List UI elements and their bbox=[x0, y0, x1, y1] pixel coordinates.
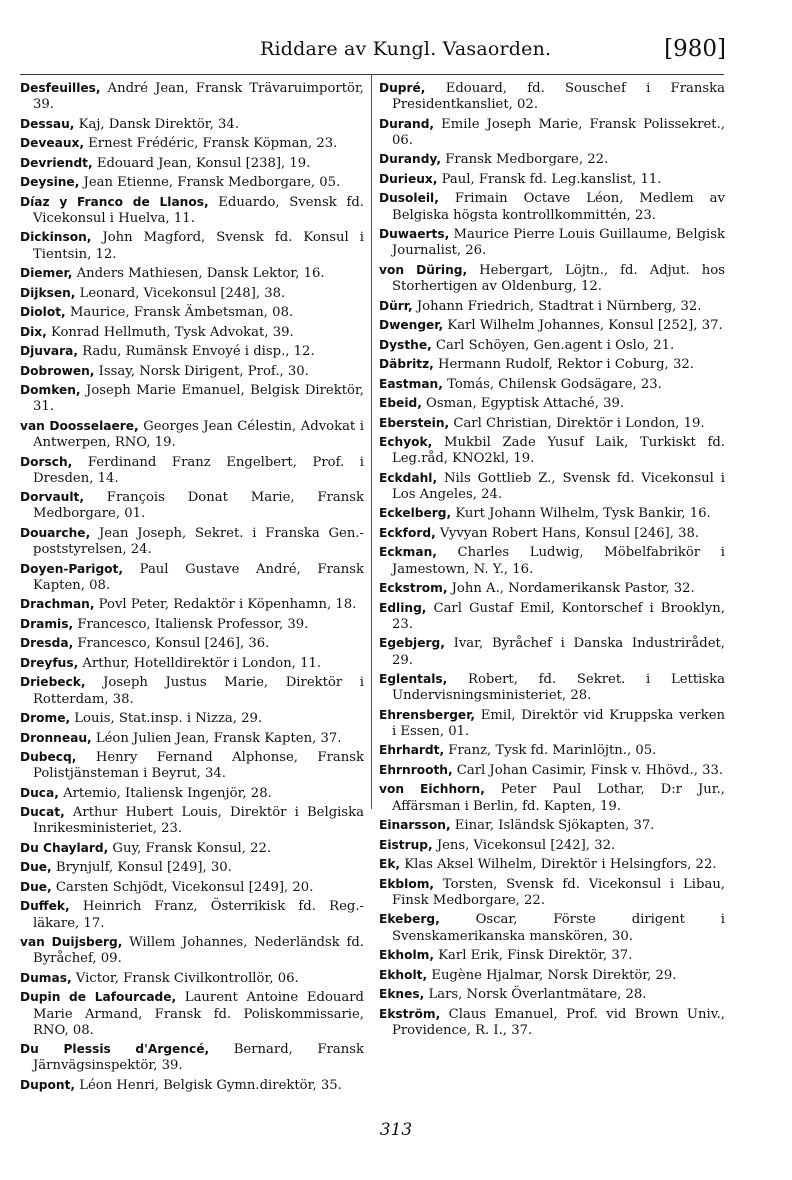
register-entry bbox=[20, 265, 364, 282]
register-entry bbox=[379, 781, 725, 814]
entry-details: Radu, Rumänsk Envoyé i disp., 12. bbox=[78, 344, 315, 360]
entry-surname: Dijksen, bbox=[20, 285, 76, 300]
entry-details: Bernard, Fransk Järnvägsinspektör, 39. bbox=[33, 1042, 365, 1074]
register-entry bbox=[20, 785, 364, 802]
entry-details: Kurt Johann Wilhelm, Tysk Bankir, 16. bbox=[451, 506, 711, 522]
entry-details: Carl Gustaf Emil, Kontorschef i Brooklyn, 23. bbox=[392, 600, 725, 632]
register-entry bbox=[20, 561, 364, 594]
entry-details: Karl Wilhelm Johannes, Konsul [252], 37. bbox=[443, 318, 723, 334]
register-entry bbox=[20, 285, 364, 302]
entry-details: Maurice Pierre Louis Guillaume, Belgisk Journalist, 26. bbox=[392, 227, 725, 259]
register-entry bbox=[20, 989, 364, 1039]
entry-surname: Dupin de Lafourcade, bbox=[20, 990, 177, 1005]
entry-surname: Dreyfus, bbox=[20, 655, 79, 670]
register-entry bbox=[20, 229, 364, 262]
entry-surname: van Doosselaere, bbox=[20, 418, 139, 433]
register-entry bbox=[20, 324, 364, 341]
entry-surname: Devriendt, bbox=[20, 155, 93, 170]
entry-surname: Ek, bbox=[379, 857, 401, 872]
entry-surname: Dix, bbox=[20, 324, 47, 339]
register-entry bbox=[379, 876, 725, 909]
entry-details: Leonard, Vicekonsul [248], 38. bbox=[75, 285, 286, 301]
entry-details: Carl Johan Casimir, Finsk v. Hhövd., 33. bbox=[452, 762, 724, 778]
register-entry bbox=[20, 135, 364, 152]
register-entry bbox=[379, 707, 725, 740]
entry-details: Ivar, Byråchef i Danska Industrirådet, 29. bbox=[392, 636, 725, 668]
entry-details: Tomás, Chilensk Godsägare, 23. bbox=[442, 376, 662, 392]
entry-details: Jean Etienne, Fransk Medborgare, 05. bbox=[79, 175, 341, 191]
entry-surname: Due, bbox=[20, 879, 52, 894]
register-entry bbox=[379, 742, 725, 759]
entry-surname: Dürr, bbox=[379, 298, 413, 313]
entry-details: Ferdinand Franz Engelbert, Prof. i Dresden, 14. bbox=[33, 454, 364, 486]
entry-details: Victor, Fransk Civilkontrollör, 06. bbox=[71, 970, 299, 986]
entry-surname: Durieux, bbox=[379, 171, 438, 186]
entry-details: Guy, Fransk Konsul, 22. bbox=[108, 840, 272, 856]
register-entry bbox=[20, 116, 364, 133]
entry-details: Artemio, Italiensk Ingenjör, 28. bbox=[58, 785, 272, 801]
register-entry bbox=[20, 343, 364, 360]
entry-details: Robert, fd. Sekret. i Lettiska Undervisningsministeriet, 28. bbox=[392, 672, 725, 704]
entry-details: John Magford, Svensk fd. Konsul i Tientsin, 12. bbox=[33, 230, 364, 262]
entry-details: Louis, Stat.insp. i Nizza, 29. bbox=[70, 711, 263, 727]
entry-surname: Dupré, bbox=[379, 81, 426, 95]
register-entry bbox=[20, 194, 364, 227]
entry-details: Peter Paul Lothar, D:r Jur., Affärsman i Berlin, fd. Kapten, 19. bbox=[392, 782, 725, 814]
register-entry bbox=[379, 171, 725, 188]
entry-details: Torsten, Svensk fd. Vicekonsul i Libau, Finsk Medborgare, 22. bbox=[392, 876, 725, 908]
entry-details: Vyvyan Robert Hans, Konsul [246], 38. bbox=[435, 525, 700, 541]
entry-surname: Dorsch, bbox=[20, 454, 73, 469]
entry-details: Povl Peter, Redaktör i Köpenhamn, 18. bbox=[94, 597, 357, 613]
register-entry bbox=[379, 1006, 725, 1039]
register-entry bbox=[20, 730, 364, 747]
entry-details: Konrad Hellmuth, Tysk Advokat, 39. bbox=[46, 324, 294, 340]
page-header bbox=[20, 38, 726, 74]
entry-details: Hermann Rudolf, Rektor i Coburg, 32. bbox=[433, 357, 694, 373]
entry-surname: Díaz y Franco de Llanos, bbox=[20, 194, 209, 209]
entry-surname: Desfeuilles, bbox=[20, 81, 101, 95]
entry-surname: Dysthe, bbox=[379, 337, 432, 352]
entry-surname: Eglentals, bbox=[379, 672, 448, 687]
entry-details: Edouard, fd. Souschef i Franska Presidentkansliet, 02. bbox=[392, 81, 725, 113]
entry-surname: Durandy, bbox=[379, 152, 442, 167]
entry-surname: Duca, bbox=[20, 785, 59, 800]
entry-surname: Eckelberg, bbox=[379, 506, 452, 521]
register-entry bbox=[379, 635, 725, 668]
register-entry bbox=[20, 616, 364, 633]
entry-surname: Dickinson, bbox=[20, 230, 92, 245]
entry-surname: Eckstrom, bbox=[379, 581, 448, 596]
entry-surname: Eistrup, bbox=[379, 837, 433, 852]
entry-details: Arthur, Hotelldirektör i London, 11. bbox=[78, 655, 322, 671]
entry-surname: Douarche, bbox=[20, 525, 91, 540]
register-entry bbox=[20, 304, 364, 321]
entry-surname: Eckdahl, bbox=[379, 470, 438, 485]
register-entry bbox=[20, 749, 364, 782]
register-entry bbox=[379, 911, 725, 944]
entry-surname: Dupont, bbox=[20, 1077, 76, 1092]
entry-surname: Dorvault, bbox=[20, 490, 84, 505]
entry-details: Francesco, Konsul [246], 36. bbox=[73, 636, 270, 652]
entry-surname: Eberstein, bbox=[379, 415, 450, 430]
entry-details: Klas Aksel Wilhelm, Direktör i Helsingfors, 22. bbox=[400, 857, 717, 873]
entry-details: Emile Joseph Marie, Fransk Polissekret., 06. bbox=[392, 116, 725, 148]
page-footer bbox=[0, 1120, 792, 1140]
entry-surname: Ekblom, bbox=[379, 876, 435, 891]
entry-details: Jens, Vicekonsul [242], 32. bbox=[432, 837, 616, 853]
register-entry bbox=[20, 489, 364, 522]
entry-details: Joseph Justus Marie, Direktör i Rotterdam, 38. bbox=[33, 675, 364, 707]
entry-surname: Eckman, bbox=[379, 545, 437, 560]
register-entry bbox=[20, 596, 364, 613]
register-entry bbox=[379, 356, 725, 373]
entry-details: Mukbil Zade Yusuf Laik, Turkiskt fd. Leg.råd, KNO2kl, 19. bbox=[392, 435, 725, 467]
entry-details: Jean Joseph, Sekret. i Franska Gen.-poststyrelsen, 24. bbox=[33, 525, 364, 558]
register-entry bbox=[379, 376, 725, 393]
entry-surname: Djuvara, bbox=[20, 344, 79, 359]
register-entry bbox=[379, 415, 725, 432]
entry-details: Edouard Jean, Konsul [238], 19. bbox=[92, 155, 311, 171]
entry-surname: Ekeberg, bbox=[379, 912, 440, 927]
register-entry bbox=[379, 762, 725, 779]
register-entry bbox=[20, 674, 364, 707]
page-number-header: [980] bbox=[664, 36, 726, 62]
register-entry bbox=[20, 859, 364, 876]
entry-surname: Dobrowen, bbox=[20, 363, 95, 378]
entry-details: Willem Johannes, Nederländsk fd. Byråchef, 09. bbox=[33, 935, 364, 967]
entry-surname: Ducat, bbox=[20, 805, 65, 820]
entry-surname: Ekström, bbox=[379, 1006, 441, 1021]
entry-surname: Egebjerg, bbox=[379, 636, 445, 651]
entry-details: Léon Henri, Belgisk Gymn.direktör, 35. bbox=[75, 1077, 342, 1093]
register-entry bbox=[20, 454, 364, 487]
register-entry bbox=[379, 226, 725, 259]
entry-surname: Diolot, bbox=[20, 305, 66, 320]
entry-surname: Däbritz, bbox=[379, 357, 434, 372]
entry-surname: von Düring, bbox=[379, 262, 468, 277]
entry-details: Léon Julien Jean, Fransk Kapten, 37. bbox=[91, 730, 342, 746]
entry-details: Henry Fernand Alphonse, Fransk Polistjänsteman i Beyrut, 34. bbox=[33, 750, 364, 782]
entry-surname: Ehrnrooth, bbox=[379, 762, 453, 777]
entry-details: Carl Schöyen, Gen.agent i Oslo, 21. bbox=[431, 337, 675, 353]
entry-details: Kaj, Dansk Direktör, 34. bbox=[74, 116, 240, 132]
entry-surname: Dubecq, bbox=[20, 750, 77, 765]
entry-details: Oscar, Förste dirigent i Svenskamerikanska manskören, 30. bbox=[392, 912, 725, 944]
entry-details: Emil, Direktör vid Kruppska verken i Essen, 01. bbox=[392, 707, 725, 739]
entry-details: Brynjulf, Konsul [249], 30. bbox=[51, 860, 232, 876]
register-entry bbox=[379, 298, 725, 315]
register-entry bbox=[20, 525, 364, 558]
register-entry bbox=[379, 600, 725, 633]
entry-details: Francesco, Italiensk Professor, 39. bbox=[73, 616, 309, 632]
register-entry bbox=[379, 434, 725, 467]
entry-details: Nils Gottlieb Z., Svensk fd. Vicekonsul i Los Angeles, 24. bbox=[392, 470, 725, 502]
entry-surname: Edling, bbox=[379, 600, 427, 615]
entry-surname: Ekholm, bbox=[379, 948, 434, 963]
entry-surname: Ekholt, bbox=[379, 967, 428, 982]
entry-surname: Du Chaylard, bbox=[20, 840, 109, 855]
register-entry bbox=[20, 710, 364, 727]
entry-details: Georges Jean Célestin, Advokat i Antwerpen, RNO, 19. bbox=[33, 418, 364, 451]
register-entry bbox=[379, 986, 725, 1003]
entry-details: Eugène Hjalmar, Norsk Direktör, 29. bbox=[427, 967, 677, 983]
entry-details: Paul, Fransk fd. Leg.kanslist, 11. bbox=[437, 171, 662, 187]
register-entry bbox=[20, 418, 364, 451]
entry-surname: Echyok, bbox=[379, 435, 433, 450]
entry-surname: Dronneau, bbox=[20, 730, 92, 745]
page-number-footer: 313 bbox=[379, 1120, 413, 1140]
register-entry bbox=[379, 856, 725, 873]
entry-details: Lars, Norsk Överlantmätare, 28. bbox=[424, 987, 647, 1003]
entry-details: Eduardo, Svensk fd. Vicekonsul i Huelva, 11. bbox=[33, 194, 364, 226]
register-entry bbox=[379, 470, 725, 503]
entry-details: Carsten Schjödt, Vicekonsul [249], 20. bbox=[51, 879, 314, 895]
entry-surname: Dessau, bbox=[20, 116, 75, 131]
entry-surname: Drome, bbox=[20, 711, 71, 726]
register-entry bbox=[379, 190, 725, 223]
register-entry bbox=[20, 970, 364, 987]
entry-surname: Eckford, bbox=[379, 525, 436, 540]
register-entry bbox=[379, 525, 725, 542]
register-entry bbox=[379, 580, 725, 597]
register-entry bbox=[20, 655, 364, 672]
entry-details: André Jean, Fransk Trävaruimportör, 39. bbox=[33, 81, 364, 113]
entry-details: Charles Ludwig, Möbelfabrikör i Jamestown, N. Y., 16. bbox=[392, 545, 725, 577]
entry-surname: Duffek, bbox=[20, 899, 70, 914]
register-entry bbox=[379, 80, 725, 113]
entry-surname: Einarsson, bbox=[379, 818, 451, 833]
entry-details: Laurent Antoine Edouard Marie Armand, Fransk fd. Poliskommissarie, RNO, 08. bbox=[33, 990, 364, 1038]
entry-surname: Domken, bbox=[20, 383, 81, 398]
entry-surname: Due, bbox=[20, 860, 52, 875]
register-entry bbox=[20, 635, 364, 652]
register-entry bbox=[379, 116, 725, 149]
register-entry bbox=[20, 174, 364, 191]
header-rule bbox=[20, 74, 724, 75]
entry-surname: Ehrensberger, bbox=[379, 707, 476, 722]
entry-details: Karl Erik, Finsk Direktör, 37. bbox=[434, 948, 633, 964]
entry-details: Fransk Medborgare, 22. bbox=[441, 152, 609, 168]
register-entry bbox=[379, 505, 725, 522]
entry-surname: Eastman, bbox=[379, 376, 443, 391]
register-entry bbox=[20, 155, 364, 172]
register-entry bbox=[20, 1077, 364, 1094]
entry-surname: Durand, bbox=[379, 116, 435, 131]
entry-surname: Driebeck, bbox=[20, 675, 86, 690]
register-entry bbox=[20, 80, 364, 113]
entry-surname: Dusoleil, bbox=[379, 191, 439, 206]
entry-surname: Deysine, bbox=[20, 175, 80, 190]
entry-surname: von Eichhorn, bbox=[379, 782, 485, 797]
register-entry bbox=[379, 544, 725, 577]
entry-details: Maurice, Fransk Ämbetsman, 08. bbox=[65, 305, 294, 321]
register-entry bbox=[20, 934, 364, 967]
register-entry bbox=[379, 817, 725, 834]
entry-surname: Deveaux, bbox=[20, 136, 84, 151]
register-entry bbox=[20, 363, 364, 380]
entry-surname: van Duijsberg, bbox=[20, 935, 123, 950]
register-entry bbox=[379, 337, 725, 354]
register-entry bbox=[20, 879, 364, 896]
entry-surname: Dresda, bbox=[20, 636, 74, 651]
entry-surname: Ehrhardt, bbox=[379, 743, 445, 758]
entry-details: François Donat Marie, Fransk Medborgare, 01. bbox=[33, 490, 364, 522]
entry-details: Frimain Octave Léon, Medlem av Belgiska högsta kontrollkommittén, 23. bbox=[392, 191, 725, 223]
entry-details: Issay, Norsk Dirigent, Prof., 30. bbox=[94, 363, 309, 379]
entry-surname: Ebeid, bbox=[379, 396, 422, 411]
entry-details: Paul Gustave André, Fransk Kapten, 08. bbox=[33, 561, 364, 593]
left-column bbox=[20, 80, 364, 1096]
entry-details: Carl Christian, Direktör i London, 19. bbox=[449, 415, 705, 431]
register-entry bbox=[379, 947, 725, 964]
register-entry bbox=[379, 671, 725, 704]
entry-details: John A., Nordamerikansk Pastor, 32. bbox=[447, 581, 695, 597]
entry-surname: Dwenger, bbox=[379, 318, 444, 333]
register-entry bbox=[379, 837, 725, 854]
entry-details: Claus Emanuel, Prof. vid Brown Univ., Providence, R. I., 37. bbox=[392, 1006, 725, 1038]
entry-surname: Diemer, bbox=[20, 266, 73, 281]
register-entry bbox=[20, 840, 364, 857]
entry-surname: Eknes, bbox=[379, 987, 425, 1002]
entry-details: Hebergart, Löjtn., fd. Adjut. hos Storhertigen av Oldenburg, 12. bbox=[392, 262, 725, 295]
register-entry bbox=[20, 898, 364, 931]
entry-details: Osman, Egyptisk Attaché, 39. bbox=[421, 396, 625, 412]
entry-details: Einar, Isländsk Sjökapten, 37. bbox=[450, 818, 655, 834]
register-entry bbox=[20, 382, 364, 415]
register-entry bbox=[20, 1041, 364, 1074]
register-entry bbox=[379, 395, 725, 412]
entry-surname: Du Plessis d'Argencé, bbox=[20, 1042, 210, 1057]
register-entry bbox=[379, 967, 725, 984]
entry-details: Arthur Hubert Louis, Direktör i Belgiska Inrikesministeriet, 23. bbox=[33, 805, 364, 837]
register-entry bbox=[20, 804, 364, 837]
register-entry bbox=[379, 151, 725, 168]
entry-surname: Dumas, bbox=[20, 970, 72, 985]
running-title: Riddare av Kungl. Vasaorden. bbox=[260, 38, 552, 60]
entry-details: Ernest Frédéric, Fransk Köpman, 23. bbox=[83, 136, 338, 152]
register-entry bbox=[379, 262, 725, 295]
entry-details: Franz, Tysk fd. Marinlöjtn., 05. bbox=[444, 743, 657, 759]
entry-details: Anders Mathiesen, Dansk Lektor, 16. bbox=[72, 266, 325, 282]
entry-surname: Dramis, bbox=[20, 616, 74, 631]
entry-details: Joseph Marie Emanuel, Belgisk Direktör, 31. bbox=[33, 383, 364, 415]
right-column bbox=[379, 80, 725, 1041]
entry-surname: Duwaerts, bbox=[379, 227, 450, 242]
entry-surname: Drachman, bbox=[20, 597, 95, 612]
column-divider bbox=[371, 74, 372, 809]
entry-details: Johann Friedrich, Stadtrat i Nürnberg, 32. bbox=[412, 298, 702, 314]
entry-surname: Doyen-Parigot, bbox=[20, 561, 124, 576]
entry-details: Heinrich Franz, Österrikisk fd. Reg.-läkare, 17. bbox=[33, 899, 364, 931]
register-entry bbox=[379, 317, 725, 334]
